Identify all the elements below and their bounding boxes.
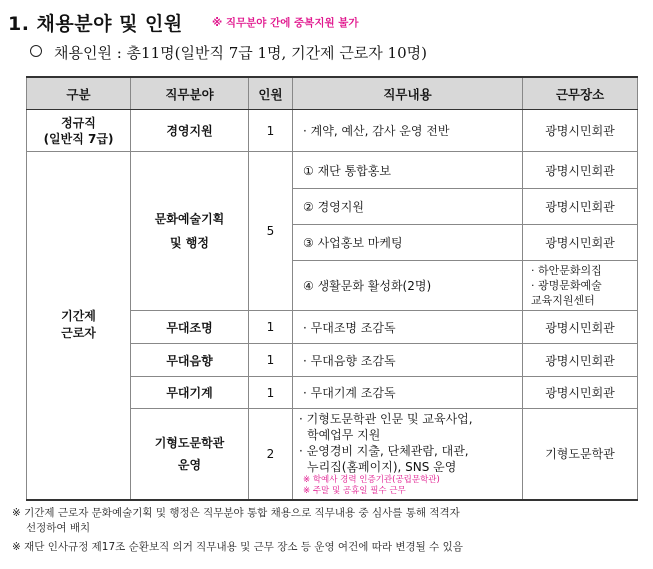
museum-line: · 기형도문학관 인문 및 교육사업, (299, 411, 473, 426)
place-cell: · 하안문화의집 · 광명문화예술 교육지원센터 (523, 261, 638, 311)
bullet-circle-icon (30, 45, 42, 57)
category-general: 정규직 (일반직 7급) (27, 110, 131, 152)
place-cell: 광명시민회관 (523, 377, 638, 409)
place-cell: 광명시민회관 (523, 110, 638, 152)
museum-line: · 운영경비 지출, 단체관람, 대관, (299, 443, 469, 458)
field-culture: 문화예술기획 및 행정 (131, 152, 249, 311)
museum-line: 학예업무 지원 (307, 427, 381, 442)
count-cell: 1 (249, 311, 293, 344)
duplicate-application-note: ※ 직무분야 간에 중복지원 불가 (212, 17, 359, 29)
field-stage-sound: 무대음향 (131, 344, 249, 377)
content-cell: ③ 사업홍보 마케팅 (293, 225, 523, 261)
content-cell: · 계약, 예산, 감사 운영 전반 (293, 110, 523, 152)
recruit-count-text: 채용인원 : 총11명(일반직 7급 1명, 기간제 근로자 10명) (54, 44, 427, 62)
category-contract: 기간제 근로자 (27, 152, 131, 500)
recruit-count-line (30, 42, 427, 63)
field-stage-lighting: 무대조명 (131, 311, 249, 344)
header-category: 구분 (27, 77, 131, 110)
content-cell-museum (293, 409, 523, 500)
place-cell: 광명시민회관 (523, 152, 638, 189)
section-title: 1. 채용분야 및 인원 (8, 13, 183, 35)
content-cell: · 무대조명 조감독 (293, 311, 523, 344)
recruitment-table (26, 76, 638, 501)
count-cell: 1 (249, 377, 293, 409)
count-cell: 1 (249, 344, 293, 377)
place-cell: 광명시민회관 (523, 311, 638, 344)
table-row (27, 110, 638, 152)
museum-note: ※ 주말 및 공휴일 필수 근무 (303, 485, 406, 496)
content-cell: ① 재단 통합홍보 (293, 152, 523, 189)
museum-line: 누리집(홈페이지), SNS 운영 (307, 459, 457, 474)
content-cell: ④ 생활문화 활성화(2명) (293, 261, 523, 311)
count-cell: 2 (249, 409, 293, 500)
museum-note: ※ 학예사 경력 인증기관(공립문학관) (303, 474, 440, 485)
field-museum: 기형도문학관 운영 (131, 409, 249, 500)
table-row (27, 152, 638, 189)
content-cell: ② 경영지원 (293, 189, 523, 225)
place-cell: 광명시민회관 (523, 189, 638, 225)
field-stage-machinery: 무대기계 (131, 377, 249, 409)
place-cell: 광명시민회관 (523, 344, 638, 377)
footnote-rotation: ※ 재단 인사규정 제17조 순환보직 의거 직무내용 및 근무 장소 등 운영 여건에 따라 변경될 수 있음 (12, 541, 463, 553)
footnote-line: 선정하여 배치 (26, 522, 91, 534)
header-count: 인원 (249, 77, 293, 110)
header-content: 직무내용 (293, 77, 523, 110)
place-cell: 광명시민회관 (523, 225, 638, 261)
footnote-line: ※ 기간제 근로자 문화예술기획 및 행정은 직무분야 통합 채용으로 직무내용 중 심사를 통해 적격자 (12, 507, 460, 519)
content-cell: · 무대기계 조감독 (293, 377, 523, 409)
count-cell: 1 (249, 110, 293, 152)
content-cell: · 무대음향 조감독 (293, 344, 523, 377)
table-header-row (27, 77, 638, 110)
field-management: 경영지원 (131, 110, 249, 152)
header-place: 근무장소 (523, 77, 638, 110)
place-cell: 기형도문학관 (523, 409, 638, 500)
header-field: 직무분야 (131, 77, 249, 110)
count-cell: 5 (249, 152, 293, 311)
footnote-integrated-hiring (12, 506, 460, 536)
